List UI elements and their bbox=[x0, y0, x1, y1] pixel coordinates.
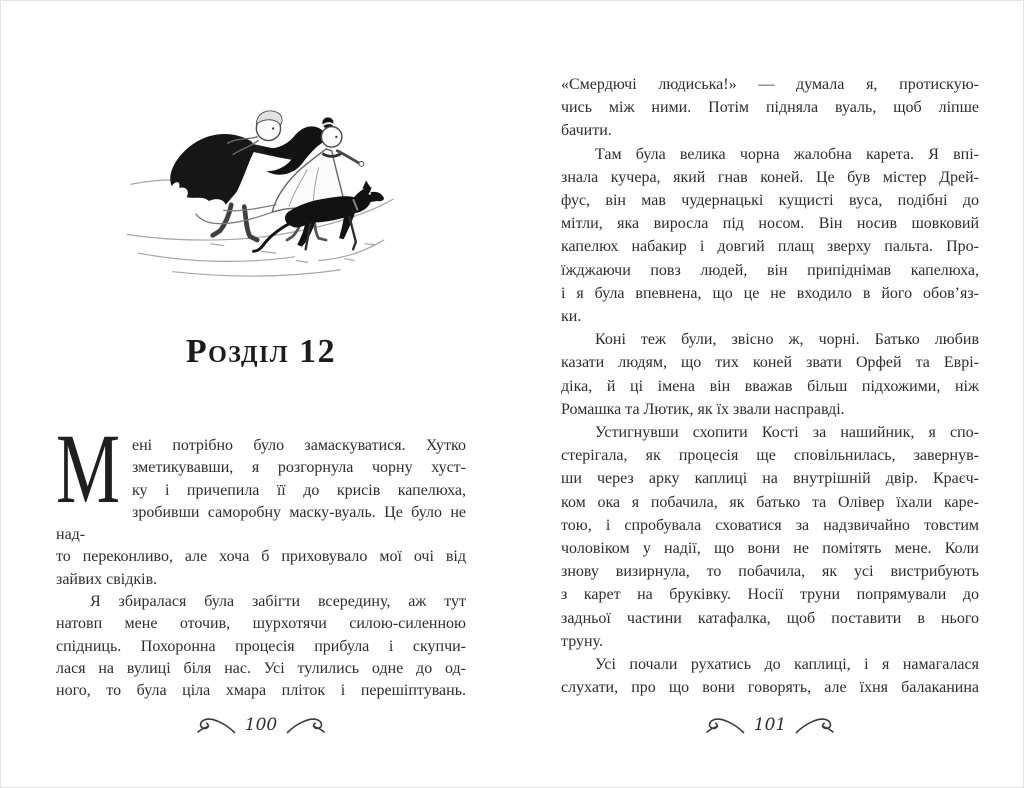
text-line: чоловіком у надії, що вони не помітять мене. Коли bbox=[561, 540, 979, 558]
illustration-svg bbox=[111, 95, 411, 281]
text-line: чись між ними. Потім підняла вуаль, щоб ліпше bbox=[561, 99, 979, 117]
text-line: знову визирнула, то побачила, як усі вистрибують bbox=[561, 563, 979, 581]
girl-eye bbox=[335, 136, 337, 138]
right-page-body bbox=[561, 1, 979, 699]
right-page-footer bbox=[561, 715, 979, 735]
text-line: Ромашка та Лютик, як їх звали насправді. bbox=[561, 400, 845, 418]
children-and-dog-running-illustration bbox=[111, 95, 411, 281]
boy-cape bbox=[170, 134, 255, 205]
text-line: труну. bbox=[561, 632, 603, 650]
text-line: і я була впевнена, що це не входило в його обов’яз- bbox=[561, 284, 979, 302]
girl-arm bbox=[337, 151, 358, 163]
right-page bbox=[561, 1, 979, 699]
text-line: спідниць. Похоронна процесія прибула і скупчи- bbox=[56, 637, 466, 655]
dog-ear bbox=[362, 181, 370, 189]
text-line: діка, й ці імена він вважав більш підхожими, ніж bbox=[561, 377, 979, 395]
text-line: ку і причепила її до крисів капелюха, bbox=[132, 481, 466, 499]
drop-cap: М bbox=[56, 413, 121, 524]
paragraph bbox=[561, 653, 979, 699]
text-line: зайвих свідків. bbox=[56, 570, 158, 588]
paragraph bbox=[561, 73, 979, 143]
text-line: ком ока я побачила, як батько та Олівер їхали каре- bbox=[561, 493, 979, 511]
paragraph bbox=[561, 421, 979, 653]
text-line: мітли, яка виросла під носом. Він носив шовковий bbox=[561, 215, 979, 233]
left-page-body bbox=[56, 413, 466, 703]
text-line: казати людям, що тих коней звати Орфей та Еврі- bbox=[561, 354, 979, 372]
girl-hand bbox=[359, 161, 364, 166]
flourish-left-icon bbox=[705, 716, 745, 734]
girl-head bbox=[321, 127, 341, 147]
text-line: то переконливо, але хоча б приховувало мої очі від bbox=[56, 548, 466, 566]
text-line: фус, він мав чудернацькі кущисті вуса, подібні до bbox=[561, 192, 979, 210]
flourish-left-icon bbox=[196, 716, 236, 734]
paragraph bbox=[561, 143, 979, 329]
text-line: лася на вулиці біля нас. Усі тулились одне до од- bbox=[56, 659, 466, 677]
text-line: ені потрібно було замаскуватися. Хутко bbox=[132, 437, 466, 454]
text-line: ного, то була ціла хмара пліток і перешіптувань. bbox=[56, 682, 466, 700]
chapter-title: Розділ 12 bbox=[185, 333, 337, 370]
text-line: капелюх набакир і довгий плащ зверху пальта. Про- bbox=[561, 238, 979, 256]
text-line: стерігала, як процесія ще сповільнилась, завернув- bbox=[561, 447, 979, 465]
text-line: слухати, про що вони говорять, але їхня балаканина bbox=[561, 679, 979, 697]
text-line: задньої частини катафалка, щоб поставити в нього bbox=[561, 609, 979, 627]
dog-eye bbox=[369, 192, 371, 194]
paragraph bbox=[56, 591, 466, 702]
text-line: їжджаючи повз людей, він припіднімав капелюха, bbox=[561, 261, 979, 279]
page-number: 101 bbox=[753, 715, 787, 735]
text-line: з карет на бруківку. Носії труни попрямували до bbox=[561, 586, 979, 604]
paragraph bbox=[561, 328, 979, 421]
text-line: Усі почали рухатись до каплиці, і я намагалася bbox=[595, 656, 979, 674]
dress-trail-lines bbox=[196, 205, 276, 224]
text-line: Я збиралася була забігти всередину, аж тут bbox=[90, 593, 466, 611]
text-line: Устигнувши схопити Кості за нашийник, я спо- bbox=[595, 424, 979, 442]
page-number: 100 bbox=[244, 715, 278, 735]
text-line: зробивши саморобну маску-вуаль. Це було не над- bbox=[56, 503, 466, 544]
boy-figure bbox=[170, 111, 300, 240]
flourish-right-icon bbox=[286, 716, 326, 734]
text-line: «Смердючі людиська!» — думала я, протискую- bbox=[561, 76, 979, 93]
paragraph bbox=[56, 413, 466, 591]
text-line: Коні теж були, звісно ж, чорні. Батько любив bbox=[595, 331, 979, 349]
text-line: знала кучера, який гнав коней. Це був містер Дрей- bbox=[561, 168, 979, 186]
boy-eye bbox=[272, 127, 274, 129]
left-page-footer bbox=[56, 715, 466, 735]
text-line: зметикувавши, я розгорнула чорну хуст- bbox=[132, 459, 466, 477]
text-line: ки. bbox=[561, 308, 582, 326]
flourish-right-icon bbox=[795, 716, 835, 734]
text-line: натовп мене оточив, шурхотячи силою-силенною bbox=[56, 615, 466, 633]
text-line: ши через арку каплиці на внутрішній двір. Краєч- bbox=[561, 470, 979, 488]
left-page bbox=[56, 1, 466, 703]
text-line: Там була велика чорна жалобна карета. Я впі- bbox=[595, 145, 979, 163]
text-line: тою, і спробувала сховатися за надзвичайно товстим bbox=[561, 516, 979, 534]
text-line: бачити. bbox=[561, 122, 612, 140]
